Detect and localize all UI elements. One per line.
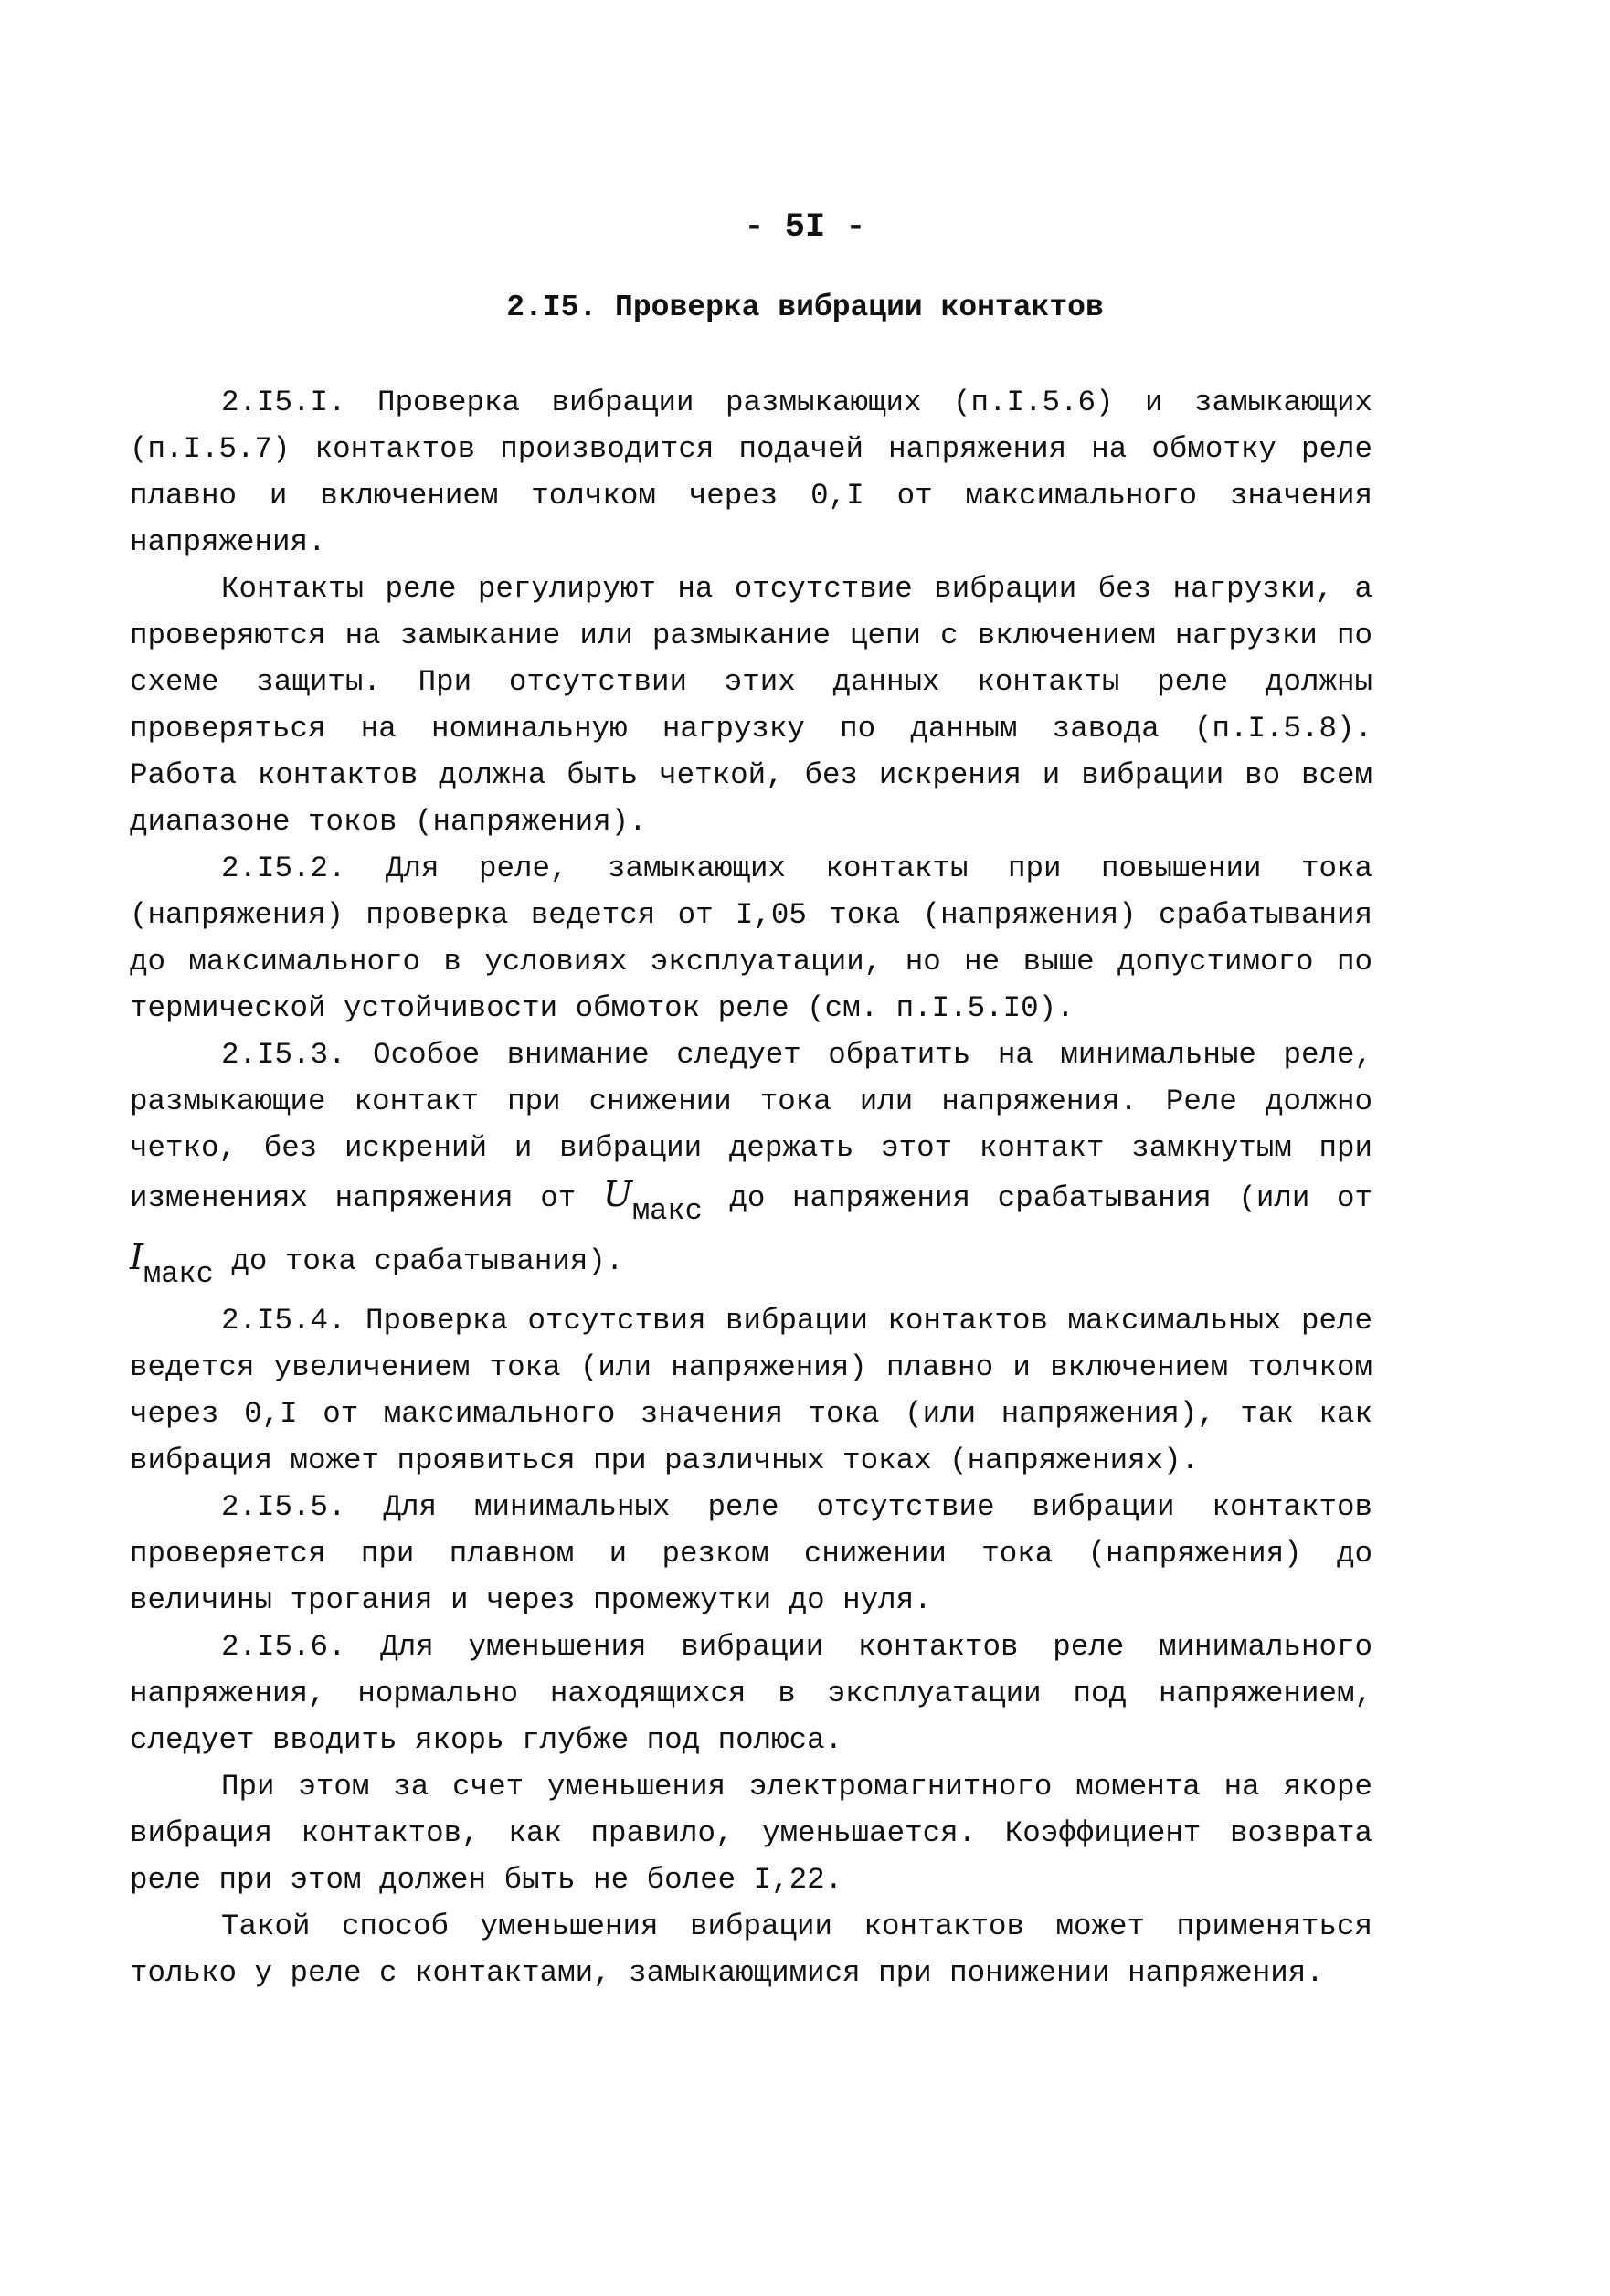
i-subscript: макс xyxy=(143,1257,214,1291)
page-number: - 5I - xyxy=(744,208,866,247)
u-subscript: макс xyxy=(631,1194,703,1228)
u-symbol: U xyxy=(602,1174,632,1214)
paragraph-2-15-3-text-middle: до напряжения срабатывания (или от xyxy=(729,1181,1372,1215)
i-symbol: I xyxy=(130,1237,144,1277)
paragraph-2-15-4: 2.I5.4. Проверка отсутствия вибрации контактов максимальных реле ведется увеличением тока (или напряжения) плавно и включением толчком через 0,I от максимального значения тока (или напряжения), так как вибрация может проявиться при различных токах (напряжениях). xyxy=(130,1304,1372,1477)
paragraph-contacts-regulation: Контакты реле регулируют на отсутствие вибрации без нагрузки, а проверяются на замыкание или размыкание цепи с включением нагрузки по схеме защиты. При отсутствии этих данных контакты реле должны проверяться на номинальную нагрузку по данным завода (п.I.5.8). Работа контактов должна быть четкой, без искрения и вибрации во всем диапазоне токов (напряжения). xyxy=(130,572,1372,839)
paragraph-2-15-3 xyxy=(130,1032,1372,1297)
section-heading: 2.I5. Проверка вибрации контактов xyxy=(506,291,1104,324)
paragraph-method-applicability: Такой способ уменьшения вибрации контактов может применяться только у реле с контактами, замыкающимися при понижении напряжения. xyxy=(130,1910,1372,1990)
paragraph-2-15-1: 2.I5.I. Проверка вибрации размыкающих (п.I.5.6) и замыкающих (п.I.5.7) контактов производится подачей напряжения на обмотку реле плавно и включением толчком через 0,I от максимального значения напряжения. xyxy=(130,386,1372,559)
paragraph-2-15-5: 2.I5.5. Для минимальных реле отсутствие вибрации контактов проверяется при плавном и резком снижении тока (напряжения) до величины трогания и через промежутки до нуля. xyxy=(130,1490,1372,1617)
paragraph-2-15-6: 2.I5.6. Для уменьшения вибрации контактов реле минимального напряжения, нормально находящихся в эксплуатации под напряжением, следует вводить якорь глубже под полюса. xyxy=(130,1630,1372,1757)
paragraph-electromagnetic-moment: При этом за счет уменьшения электромагнитного момента на якоре вибрация контактов, как правило, уменьшается. Коэффициент возврата реле при этом должен быть не более I,22. xyxy=(130,1770,1372,1897)
paragraph-2-15-3-text-start: 2.I5.3. Особое внимание следует обратить на минимальные реле, размыкающие контакт при снижении тока или напряжения. Реле должно четко, без искрений и вибрации держать этот контакт замкнутым при изменениях напряжения от xyxy=(130,1038,1372,1215)
paragraph-2-15-2: 2.I5.2. Для реле, замыкающих контакты при повышении тока (напряжения) проверка ведется от I,05 тока (напряжения) срабатывания до максимального в условиях эксплуатации, но не выше допустимого по термической устойчивости обмоток реле (см. п.I.5.I0). xyxy=(130,852,1372,1025)
body-text xyxy=(130,379,1372,1996)
paragraph-2-15-3-text-end: до тока срабатывания). xyxy=(231,1244,624,1278)
